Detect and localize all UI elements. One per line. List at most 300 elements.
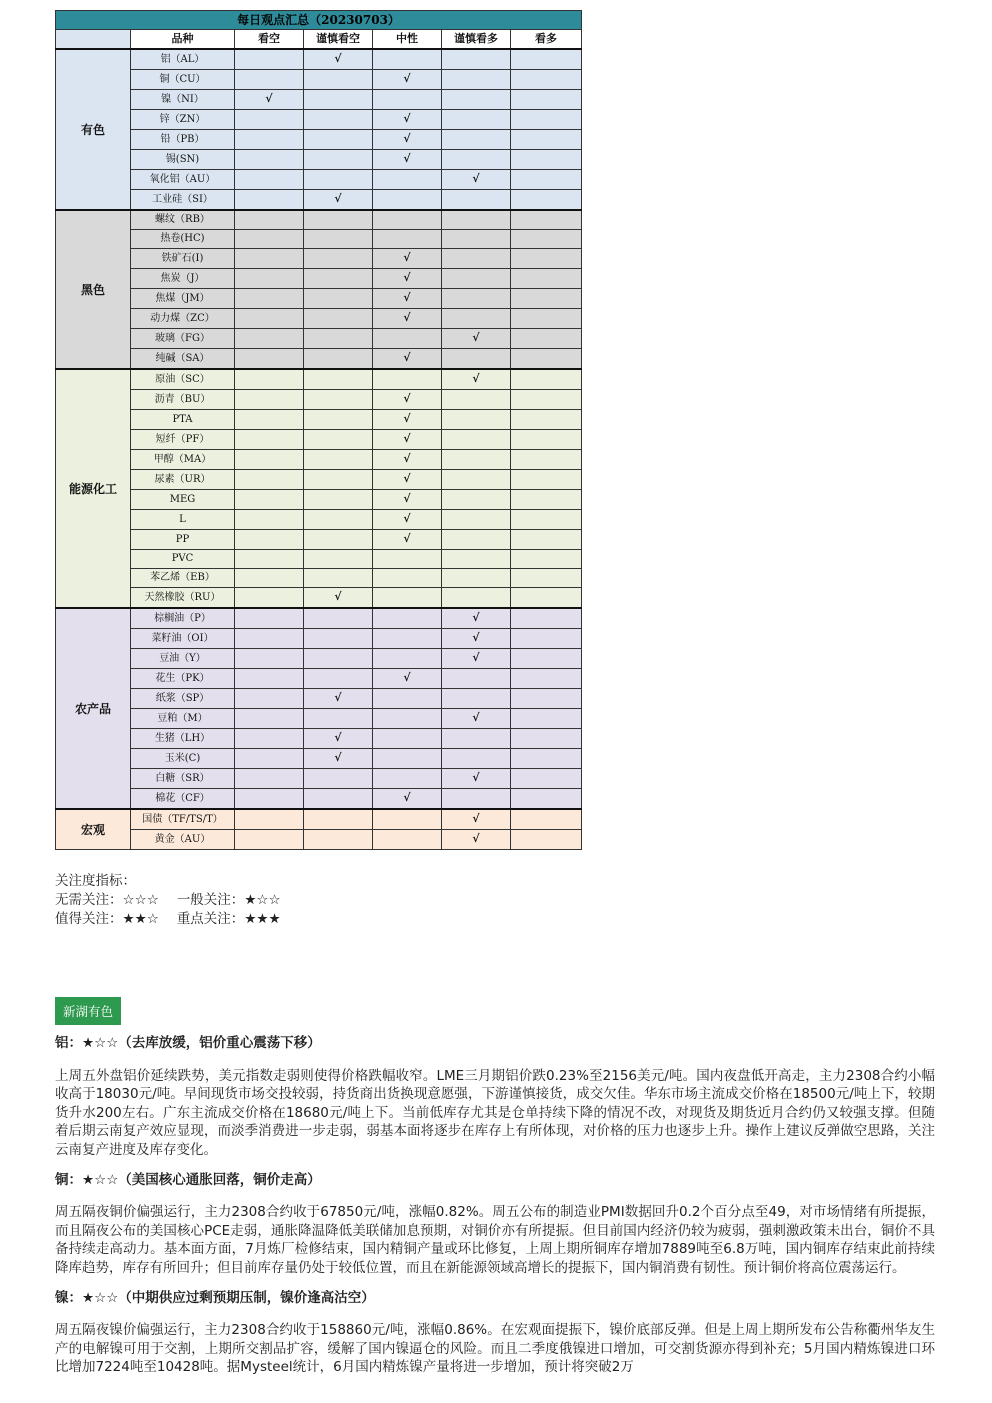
column-header: 谨慎看多 xyxy=(442,30,511,50)
view-cell xyxy=(373,530,442,550)
view-cell xyxy=(442,410,511,430)
view-cell xyxy=(304,289,373,309)
view-cell xyxy=(304,729,373,749)
view-cell xyxy=(511,809,582,830)
view-cell xyxy=(373,709,442,729)
view-cell xyxy=(235,749,304,769)
view-cell xyxy=(442,430,511,450)
view-cell xyxy=(373,649,442,669)
view-cell xyxy=(511,588,582,609)
view-cell xyxy=(235,90,304,110)
commodity-name: 氧化铝（AU） xyxy=(131,170,235,190)
check-mark-icon: √ xyxy=(403,392,411,405)
table-row xyxy=(56,430,582,450)
check-mark-icon: √ xyxy=(403,512,411,525)
table-row xyxy=(56,130,582,150)
table-row xyxy=(56,269,582,289)
commodity-name: 天然橡胶（RU） xyxy=(131,588,235,609)
view-cell xyxy=(373,490,442,510)
table-row xyxy=(56,809,582,830)
commodity-name: MEG xyxy=(131,490,235,510)
view-cell xyxy=(235,329,304,349)
view-cell xyxy=(442,390,511,410)
view-cell xyxy=(511,689,582,709)
view-cell xyxy=(511,269,582,289)
article-heading-nickel: 镍：★☆☆（中期供应过剩预期压制，镍价逢高沽空） xyxy=(55,1289,375,1306)
view-cell xyxy=(442,210,511,230)
view-cell xyxy=(235,809,304,830)
commodity-name: PTA xyxy=(131,410,235,430)
commodity-name: 豆粕（M） xyxy=(131,709,235,729)
view-cell xyxy=(373,210,442,230)
legend-row-1 xyxy=(55,891,281,910)
view-cell xyxy=(373,789,442,810)
check-mark-icon: √ xyxy=(403,532,411,545)
commodity-name: 生猪（LH） xyxy=(131,729,235,749)
commodity-name: 螺纹（RB） xyxy=(131,210,235,230)
view-cell xyxy=(442,110,511,130)
attention-legend xyxy=(55,872,281,929)
check-mark-icon: √ xyxy=(334,52,342,65)
view-cell xyxy=(373,390,442,410)
legend-label: 值得关注： xyxy=(55,911,123,927)
view-cell xyxy=(442,150,511,170)
table-row xyxy=(56,669,582,689)
view-cell xyxy=(373,369,442,390)
view-cell xyxy=(442,269,511,289)
view-cell xyxy=(442,530,511,550)
table-row xyxy=(56,749,582,769)
article-heading-aluminium: 铝：★☆☆（去库放缓，铝价重心震荡下移） xyxy=(55,1035,321,1051)
view-cell xyxy=(235,608,304,629)
table-row xyxy=(56,249,582,269)
commodity-name: 沥青（BU） xyxy=(131,390,235,410)
view-cell xyxy=(304,649,373,669)
view-cell xyxy=(235,390,304,410)
legend-stars: ★★★ xyxy=(244,911,281,927)
view-cell xyxy=(442,510,511,530)
view-cell xyxy=(235,588,304,609)
view-cell xyxy=(442,550,511,569)
table-title: 每日观点汇总（20230703） xyxy=(56,11,582,30)
view-cell xyxy=(304,789,373,810)
view-cell xyxy=(235,230,304,249)
check-mark-icon: √ xyxy=(472,331,480,344)
view-cell xyxy=(235,530,304,550)
commodity-name: 黄金（AU） xyxy=(131,830,235,850)
view-cell xyxy=(304,369,373,390)
view-cell xyxy=(511,70,582,90)
check-mark-icon: √ xyxy=(403,72,411,85)
table-row xyxy=(56,170,582,190)
view-cell xyxy=(304,749,373,769)
check-mark-icon: √ xyxy=(472,631,480,644)
view-cell xyxy=(235,830,304,850)
view-cell xyxy=(235,130,304,150)
check-mark-icon: √ xyxy=(403,412,411,425)
view-cell xyxy=(511,230,582,249)
check-mark-icon: √ xyxy=(472,812,480,825)
view-cell xyxy=(442,329,511,349)
check-mark-icon: √ xyxy=(403,452,411,465)
view-cell xyxy=(442,470,511,490)
view-cell xyxy=(304,530,373,550)
view-cell xyxy=(511,629,582,649)
commodity-name: 动力煤（ZC） xyxy=(131,309,235,329)
table-row xyxy=(56,289,582,309)
view-cell xyxy=(304,550,373,569)
commodity-name: 玉米(C) xyxy=(131,749,235,769)
view-cell xyxy=(235,510,304,530)
view-cell xyxy=(235,349,304,370)
view-cell xyxy=(235,110,304,130)
table-row xyxy=(56,150,582,170)
check-mark-icon: √ xyxy=(403,132,411,145)
view-cell xyxy=(304,210,373,230)
check-mark-icon: √ xyxy=(472,771,480,784)
article-heading-copper: 铜：★☆☆（美国核心通胀回落，铜价走高） xyxy=(55,1171,321,1188)
view-cell xyxy=(235,309,304,329)
view-cell xyxy=(373,588,442,609)
view-cell xyxy=(373,289,442,309)
table-row xyxy=(56,90,582,110)
commodity-name: 铅（PB） xyxy=(131,130,235,150)
view-cell xyxy=(304,349,373,370)
commodity-name: 棕榈油（P） xyxy=(131,608,235,629)
view-cell xyxy=(373,329,442,349)
table-row xyxy=(56,390,582,410)
view-cell xyxy=(373,90,442,110)
table-row xyxy=(56,309,582,329)
view-cell xyxy=(304,470,373,490)
view-cell xyxy=(511,369,582,390)
legend-row-2 xyxy=(55,910,281,929)
commodity-name: PP xyxy=(131,530,235,550)
legend-label: 无需关注： xyxy=(55,892,123,908)
table-header-row xyxy=(56,30,582,50)
commodity-name: 铝（AL） xyxy=(131,49,235,70)
view-cell xyxy=(442,809,511,830)
view-cell xyxy=(235,410,304,430)
table-row xyxy=(56,410,582,430)
column-header: 中性 xyxy=(373,30,442,50)
commodity-name: 热卷(HC) xyxy=(131,230,235,249)
commodity-name: 锌（ZN） xyxy=(131,110,235,130)
table-row xyxy=(56,210,582,230)
view-cell xyxy=(442,369,511,390)
table-row xyxy=(56,649,582,669)
view-cell xyxy=(511,130,582,150)
view-cell xyxy=(304,170,373,190)
view-cell xyxy=(235,490,304,510)
view-cell xyxy=(442,749,511,769)
view-cell xyxy=(442,289,511,309)
commodity-name: 短纤（PF） xyxy=(131,430,235,450)
article-paragraph-aluminium: 上周五外盘铝价延续跌势，美元指数走弱则使得价格跌幅收窄。LME三月期铝价跌0.23%至2156美元/吨。国内夜盘低开高走，主力2308合约小幅收高于18030元/吨。早间现货市场交投较弱，持货商出货换现意愿强，下游谨慎接货，成交欠佳。华东市场主流成交价格在18500元/吨上下，较期货升水200左右。广东主流成交价格在18680元/吨上下。当前低库存尤其是仓单持续下降的情况不改，对现货及期货近月合约仍又较强支撑。但随着后期云南复产效应显现，而淡季消费进一步走弱，弱基本面将逐步在库存上有所体现，对价格的压力也逐步上升。操作上建议反弹做空思路，关注云南复产进度及库存变化。 xyxy=(55,1067,935,1158)
table-row xyxy=(56,588,582,609)
commodity-name: 镍（NI） xyxy=(131,90,235,110)
view-cell xyxy=(235,170,304,190)
table-row xyxy=(56,70,582,90)
commodity-name: 铜（CU） xyxy=(131,70,235,90)
article-paragraph-nickel: 周五隔夜镍价偏强运行，主力2308合约收于158860元/吨，涨幅0.86%。在宏观面提振下，镍价底部反弹。但是上周上期所发布公告称衢州华友生产的电解镍可用于交割，上期所交割品扩容，缓解了国内镍逼仓的风险。而且二季度俄镍进口增加，可交割货源亦得到补充；5月国内精炼镍进口环比增加7224吨至10428吨。据Mysteel统计，6月国内精炼镍产量将进一步增加，预计将突破2万 xyxy=(55,1322,935,1376)
category-cell: 能源化工 xyxy=(56,369,131,608)
view-cell xyxy=(511,530,582,550)
check-mark-icon: √ xyxy=(334,751,342,764)
view-cell xyxy=(304,309,373,329)
view-cell xyxy=(304,830,373,850)
article-body xyxy=(55,1034,935,1388)
table-row xyxy=(56,349,582,370)
commodity-name: 焦煤（JM） xyxy=(131,289,235,309)
view-cell xyxy=(304,769,373,789)
view-cell xyxy=(373,309,442,329)
check-mark-icon: √ xyxy=(403,432,411,445)
view-cell xyxy=(373,70,442,90)
view-cell xyxy=(511,329,582,349)
view-cell xyxy=(511,569,582,588)
view-cell xyxy=(235,269,304,289)
legend-stars: ★☆☆ xyxy=(244,892,281,908)
view-cell xyxy=(304,689,373,709)
view-cell xyxy=(511,729,582,749)
check-mark-icon: √ xyxy=(472,832,480,845)
header-category-cell xyxy=(56,30,131,50)
view-cell xyxy=(511,90,582,110)
view-cell xyxy=(304,669,373,689)
table-row xyxy=(56,569,582,588)
view-cell xyxy=(442,649,511,669)
view-cell xyxy=(511,709,582,729)
view-cell xyxy=(304,49,373,70)
section-tag: 新湖有色 xyxy=(55,997,121,1025)
view-cell xyxy=(442,629,511,649)
column-header: 品种 xyxy=(131,30,235,50)
view-cell xyxy=(511,649,582,669)
view-cell xyxy=(373,689,442,709)
view-cell xyxy=(235,789,304,810)
view-cell xyxy=(235,729,304,749)
table-row xyxy=(56,470,582,490)
view-cell xyxy=(442,689,511,709)
view-cell xyxy=(304,709,373,729)
table-row xyxy=(56,830,582,850)
view-cell xyxy=(511,49,582,70)
table-row xyxy=(56,190,582,211)
check-mark-icon: √ xyxy=(403,472,411,485)
view-cell xyxy=(511,510,582,530)
view-cell xyxy=(511,669,582,689)
column-header: 看多 xyxy=(511,30,582,50)
view-cell xyxy=(304,390,373,410)
view-cell xyxy=(304,269,373,289)
column-header: 谨慎看空 xyxy=(304,30,373,50)
check-mark-icon: √ xyxy=(472,711,480,724)
view-cell xyxy=(442,769,511,789)
check-mark-icon: √ xyxy=(472,651,480,664)
view-cell xyxy=(373,669,442,689)
commodity-name: 玻璃（FG） xyxy=(131,329,235,349)
check-mark-icon: √ xyxy=(403,271,411,284)
view-cell xyxy=(511,110,582,130)
table-row xyxy=(56,329,582,349)
view-cell xyxy=(304,809,373,830)
view-cell xyxy=(235,249,304,269)
commodity-name: 国债（TF/TS/T） xyxy=(131,809,235,830)
view-cell xyxy=(373,450,442,470)
table-row xyxy=(56,629,582,649)
legend-label: 重点关注： xyxy=(176,911,245,927)
view-cell xyxy=(442,349,511,370)
view-cell xyxy=(511,150,582,170)
view-cell xyxy=(511,190,582,211)
view-cell xyxy=(373,470,442,490)
view-cell xyxy=(304,608,373,629)
view-cell xyxy=(235,450,304,470)
check-mark-icon: √ xyxy=(403,291,411,304)
view-cell xyxy=(511,170,582,190)
view-cell xyxy=(304,190,373,211)
view-cell xyxy=(304,490,373,510)
commodity-name: 花生（PK） xyxy=(131,669,235,689)
view-cell xyxy=(373,629,442,649)
table-row xyxy=(56,230,582,249)
view-cell xyxy=(511,390,582,410)
daily-view-table-container xyxy=(55,10,581,850)
view-cell xyxy=(373,749,442,769)
view-cell xyxy=(442,90,511,110)
view-cell xyxy=(442,309,511,329)
legend-label: 一般关注： xyxy=(176,892,245,908)
view-cell xyxy=(304,629,373,649)
view-cell xyxy=(373,230,442,249)
view-cell xyxy=(442,70,511,90)
table-row xyxy=(56,709,582,729)
view-cell xyxy=(373,349,442,370)
view-cell xyxy=(235,150,304,170)
commodity-name: PVC xyxy=(131,550,235,569)
table-row xyxy=(56,450,582,470)
view-cell xyxy=(304,230,373,249)
view-cell xyxy=(373,150,442,170)
commodity-name: 白糖（SR） xyxy=(131,769,235,789)
view-cell xyxy=(235,769,304,789)
view-cell xyxy=(373,190,442,211)
view-cell xyxy=(442,49,511,70)
view-cell xyxy=(373,269,442,289)
view-cell xyxy=(442,569,511,588)
legend-stars: ☆☆☆ xyxy=(122,892,159,908)
view-cell xyxy=(511,430,582,450)
view-cell xyxy=(304,329,373,349)
view-cell xyxy=(511,450,582,470)
view-cell xyxy=(304,510,373,530)
check-mark-icon: √ xyxy=(472,611,480,624)
category-cell: 黑色 xyxy=(56,210,131,369)
check-mark-icon: √ xyxy=(403,791,411,804)
commodity-name: 锡(SN) xyxy=(131,150,235,170)
view-cell xyxy=(373,110,442,130)
commodity-name: L xyxy=(131,510,235,530)
view-cell xyxy=(373,569,442,588)
view-cell xyxy=(304,90,373,110)
view-cell xyxy=(373,830,442,850)
check-mark-icon: √ xyxy=(403,492,411,505)
view-cell xyxy=(235,369,304,390)
check-mark-icon: √ xyxy=(334,731,342,744)
view-cell xyxy=(442,230,511,249)
table-row xyxy=(56,490,582,510)
commodity-name: 纯碱（SA） xyxy=(131,349,235,370)
column-header: 看空 xyxy=(235,30,304,50)
view-cell xyxy=(235,289,304,309)
table-row xyxy=(56,729,582,749)
view-cell xyxy=(373,510,442,530)
check-mark-icon: √ xyxy=(472,372,480,385)
view-cell xyxy=(511,309,582,329)
category-cell: 农产品 xyxy=(56,608,131,809)
view-cell xyxy=(373,809,442,830)
view-cell xyxy=(511,789,582,810)
view-cell xyxy=(373,249,442,269)
view-cell xyxy=(511,249,582,269)
view-cell xyxy=(373,130,442,150)
commodity-name: 纸浆（SP） xyxy=(131,689,235,709)
check-mark-icon: √ xyxy=(334,590,342,603)
view-cell xyxy=(304,430,373,450)
view-cell xyxy=(511,550,582,569)
table-row xyxy=(56,789,582,810)
view-cell xyxy=(373,608,442,629)
view-cell xyxy=(304,450,373,470)
legend-stars: ★★☆ xyxy=(122,911,159,927)
view-cell xyxy=(373,430,442,450)
check-mark-icon: √ xyxy=(265,92,273,105)
view-cell xyxy=(442,709,511,729)
check-mark-icon: √ xyxy=(403,112,411,125)
view-cell xyxy=(235,550,304,569)
commodity-name: 豆油（Y） xyxy=(131,649,235,669)
view-cell xyxy=(511,470,582,490)
view-cell xyxy=(304,569,373,588)
view-cell xyxy=(304,410,373,430)
check-mark-icon: √ xyxy=(403,152,411,165)
table-row xyxy=(56,769,582,789)
view-cell xyxy=(442,450,511,470)
view-cell xyxy=(304,70,373,90)
view-cell xyxy=(511,410,582,430)
commodity-name: 工业硅（SI） xyxy=(131,190,235,211)
view-cell xyxy=(304,150,373,170)
view-cell xyxy=(511,830,582,850)
commodity-name: 原油（SC） xyxy=(131,369,235,390)
view-cell xyxy=(442,588,511,609)
table-row xyxy=(56,608,582,629)
check-mark-icon: √ xyxy=(403,311,411,324)
check-mark-icon: √ xyxy=(403,351,411,364)
table-row xyxy=(56,369,582,390)
view-cell xyxy=(235,629,304,649)
daily-view-table xyxy=(55,10,582,850)
view-cell xyxy=(235,49,304,70)
view-cell xyxy=(442,830,511,850)
view-cell xyxy=(304,110,373,130)
view-cell xyxy=(511,749,582,769)
view-cell xyxy=(511,349,582,370)
view-cell xyxy=(304,249,373,269)
view-cell xyxy=(442,608,511,629)
view-cell xyxy=(442,190,511,211)
